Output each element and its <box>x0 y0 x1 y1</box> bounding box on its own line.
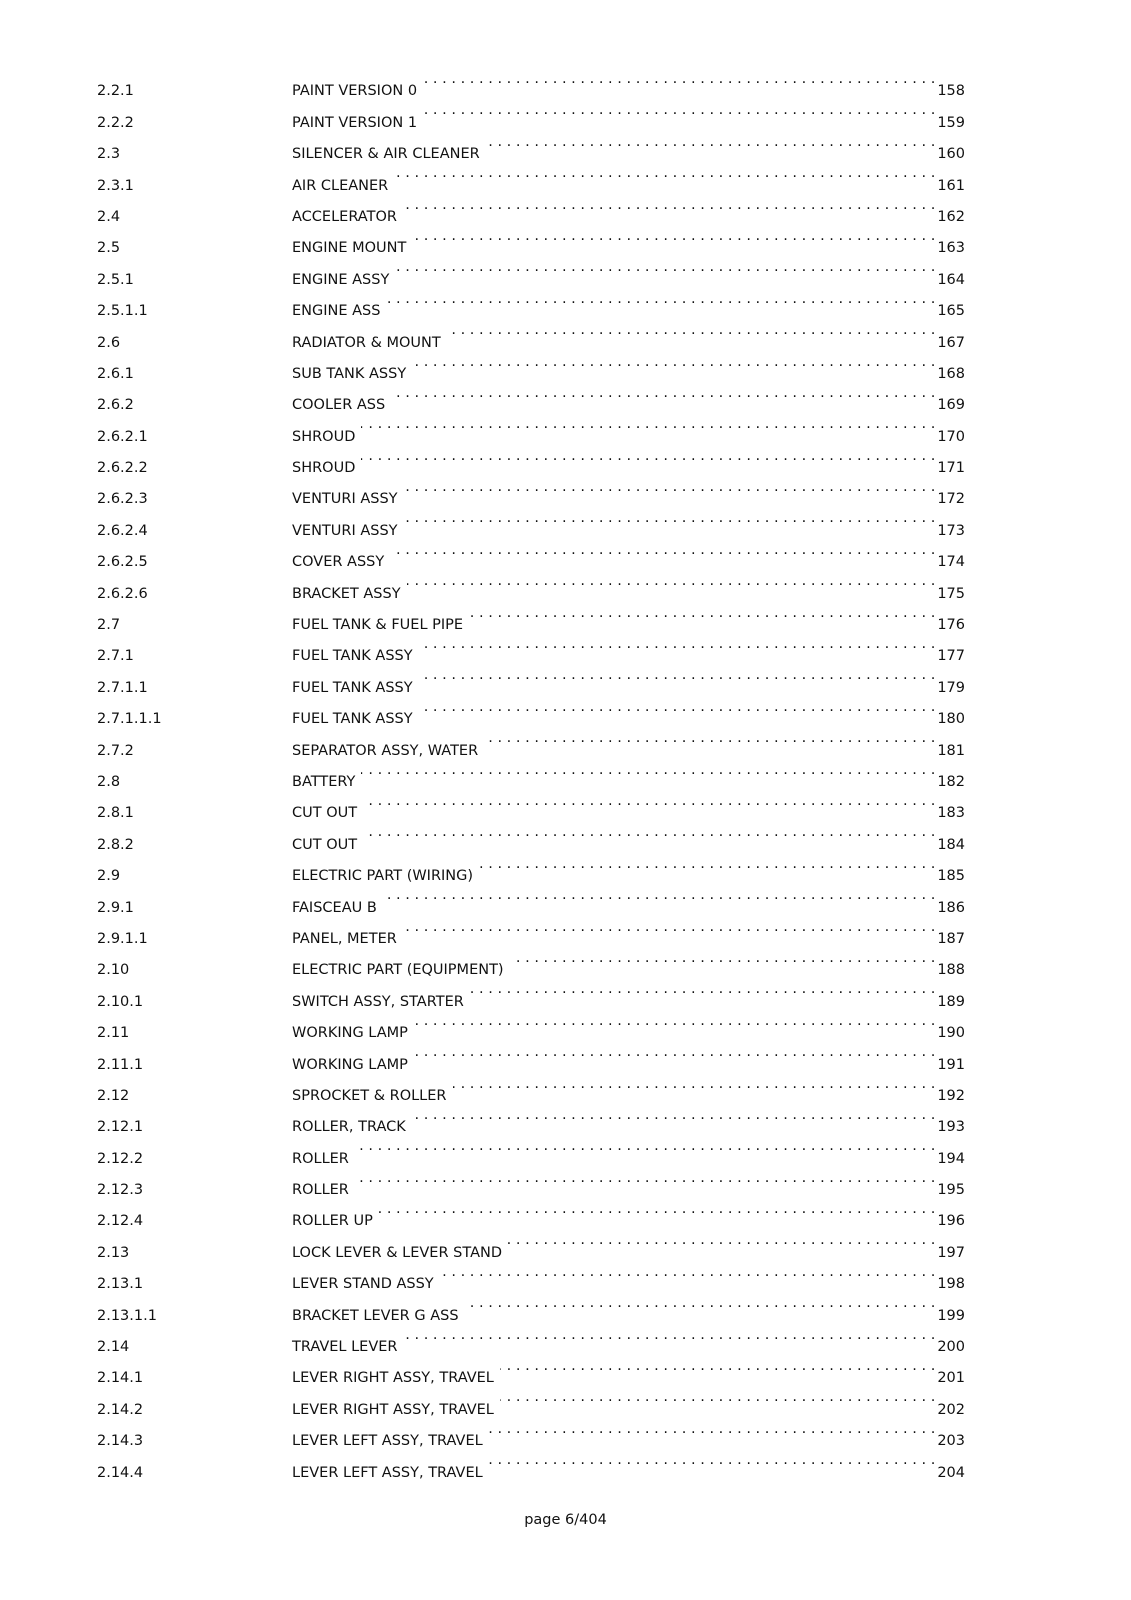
toc-section-title: ROLLER <box>292 1150 349 1167</box>
toc-dot-leader <box>414 1037 935 1068</box>
toc-dot-leader <box>363 786 935 817</box>
toc-dot-leader <box>453 1069 936 1100</box>
toc-dot-leader <box>394 158 935 189</box>
toc-page-number: 193 <box>937 1119 965 1136</box>
toc-section-title: ELECTRIC PART (WIRING) <box>292 868 474 885</box>
toc-section-title: PAINT VERSION 1 <box>292 114 418 131</box>
toc-section-number: 2.6.2.1 <box>97 428 148 445</box>
toc-section-title: AIR CLEANER <box>292 177 389 194</box>
toc-section-number: 2.13 <box>97 1244 130 1261</box>
toc-section-title: VENTURI ASSY <box>292 522 398 539</box>
toc-dot-leader <box>412 1100 936 1131</box>
toc-section-number: 2.5 <box>97 240 121 257</box>
toc-page-number: 188 <box>937 962 965 979</box>
toc-page-number: 165 <box>937 303 965 320</box>
toc-section-title: CUT OUT <box>292 836 358 853</box>
toc-section-title: ENGINE ASSY <box>292 271 390 288</box>
toc-dot-leader <box>508 1225 935 1256</box>
toc-page-number: 159 <box>937 114 965 131</box>
toc-dot-leader <box>390 535 935 566</box>
toc-section-title: LEVER LEFT ASSY, TRAVEL <box>292 1464 483 1481</box>
toc-page-number: 172 <box>937 491 965 508</box>
toc-section-title: COVER ASSY <box>292 554 385 571</box>
toc-page-number: 161 <box>937 177 965 194</box>
toc-section-number: 2.7 <box>97 617 121 634</box>
toc-section-title: SPROCKET & ROLLER <box>292 1087 447 1104</box>
toc-dot-leader <box>404 503 936 534</box>
toc-section-number: 2.14.3 <box>97 1433 144 1450</box>
page-footer <box>0 1512 1131 1528</box>
toc-section-number: 2.2.1 <box>97 83 134 100</box>
toc-page-number: 177 <box>937 648 965 665</box>
toc-section-number: 2.14.4 <box>97 1464 144 1481</box>
toc-dot-leader <box>379 1194 935 1225</box>
toc-section-number: 2.12.2 <box>97 1150 144 1167</box>
toc-dot-leader <box>447 315 936 346</box>
toc-section-number: 2.5.1 <box>97 271 134 288</box>
toc-dot-leader <box>412 347 935 378</box>
toc-dot-leader <box>403 190 935 221</box>
toc-dot-leader <box>414 1006 935 1037</box>
toc-page-number: 195 <box>937 1182 965 1199</box>
toc-page-number: 201 <box>937 1370 965 1387</box>
toc-dot-leader <box>469 598 935 629</box>
toc-dot-leader <box>465 1288 936 1319</box>
toc-section-title: WORKING LAMP <box>292 1025 408 1042</box>
toc-section-title: FUEL TANK ASSY <box>292 648 413 665</box>
toc-section-title: SWITCH ASSY, STARTER <box>292 993 464 1010</box>
toc-dot-leader <box>500 1351 935 1382</box>
toc-section-title: ROLLER <box>292 1182 349 1199</box>
toc-section-title: LOCK LEVER & LEVER STAND <box>292 1244 503 1261</box>
toc-dot-leader <box>419 692 936 723</box>
toc-page-number: 163 <box>937 240 965 257</box>
toc-dot-leader <box>440 1257 936 1288</box>
toc-dot-leader <box>484 723 935 754</box>
toc-section-title: ROLLER, TRACK <box>292 1119 406 1136</box>
toc-page-number: 168 <box>937 365 965 382</box>
toc-page-number: 162 <box>937 208 965 225</box>
toc-section-title: LEVER LEFT ASSY, TRAVEL <box>292 1433 483 1450</box>
toc-page-number: 196 <box>937 1213 965 1230</box>
toc-section-number: 2.6.1 <box>97 365 134 382</box>
toc-section-title: COOLER ASS <box>292 397 386 414</box>
toc-page-number: 176 <box>937 617 965 634</box>
toc-section-title: BATTERY <box>292 773 356 790</box>
toc-page-number: 190 <box>937 1025 965 1042</box>
toc-section-number: 2.6.2 <box>97 397 134 414</box>
toc-dot-leader <box>361 755 935 786</box>
toc-page-number: 160 <box>937 146 965 163</box>
toc-section-title: LEVER RIGHT ASSY, TRAVEL <box>292 1370 494 1387</box>
toc-dot-leader <box>423 64 935 95</box>
toc-section-number: 2.7.1.1.1 <box>97 711 162 728</box>
toc-dot-leader <box>361 409 935 440</box>
toc-dot-leader <box>403 912 936 943</box>
toc-section-number: 2.9.1 <box>97 899 134 916</box>
toc-section-title: PAINT VERSION 0 <box>292 83 418 100</box>
toc-page-number: 203 <box>937 1433 965 1450</box>
toc-dot-leader <box>386 284 935 315</box>
toc-section-number: 2.8.2 <box>97 836 134 853</box>
toc-section-number: 2.9 <box>97 868 121 885</box>
toc-section-number: 2.6.2.5 <box>97 554 148 571</box>
toc-section-title: PANEL, METER <box>292 930 397 947</box>
toc-page-number: 169 <box>937 397 965 414</box>
page-number-label: page 6/404 <box>524 1512 607 1528</box>
toc-page-number: 167 <box>937 334 965 351</box>
toc-page-number: 197 <box>937 1244 965 1261</box>
toc-section-number: 2.10.1 <box>97 993 144 1010</box>
toc-page-number: 198 <box>937 1276 965 1293</box>
toc-section-number: 2.11.1 <box>97 1056 144 1073</box>
toc-section-title: FAISCEAU B <box>292 899 377 916</box>
toc-section-title: SUB TANK ASSY <box>292 365 407 382</box>
toc-section-number: 2.10 <box>97 962 130 979</box>
toc-section-number: 2.11 <box>97 1025 130 1042</box>
toc-section-number: 2.14 <box>97 1339 130 1356</box>
toc-section-number: 2.12.1 <box>97 1119 144 1136</box>
toc-section-number: 2.7.2 <box>97 742 134 759</box>
toc-page-number: 191 <box>937 1056 965 1073</box>
table-of-contents <box>97 64 965 1481</box>
toc-dot-leader <box>423 95 935 126</box>
toc-dot-leader <box>479 849 935 880</box>
toc-page-number: 184 <box>937 836 965 853</box>
toc-page-number: 199 <box>937 1307 965 1324</box>
toc-section-number: 2.12.4 <box>97 1213 144 1230</box>
toc-page-number: 187 <box>937 930 965 947</box>
toc-section-title: ENGINE ASS <box>292 303 381 320</box>
toc-page-number: 194 <box>937 1150 965 1167</box>
toc-section-number: 2.6.2.3 <box>97 491 148 508</box>
toc-page-number: 185 <box>937 868 965 885</box>
toc-page-number: 183 <box>937 805 965 822</box>
toc-section-title: FUEL TANK & FUEL PIPE <box>292 617 464 634</box>
toc-dot-leader <box>355 1163 935 1194</box>
toc-dot-leader <box>419 660 936 691</box>
toc-section-number: 2.3 <box>97 146 121 163</box>
toc-dot-leader <box>355 1131 935 1162</box>
toc-section-title: WORKING LAMP <box>292 1056 408 1073</box>
toc-dot-leader <box>395 252 935 283</box>
toc-section-title: SHROUD <box>292 428 356 445</box>
toc-page-number: 192 <box>937 1087 965 1104</box>
toc-dot-leader <box>500 1382 935 1413</box>
toc-page-number: 189 <box>937 993 965 1010</box>
toc-section-number: 2.14.1 <box>97 1370 144 1387</box>
toc-page-number: 170 <box>937 428 965 445</box>
toc-section-number: 2.6 <box>97 334 121 351</box>
toc-dot-leader <box>404 1320 936 1351</box>
toc-section-title: ELECTRIC PART (EQUIPMENT) <box>292 962 504 979</box>
toc-dot-leader <box>404 472 936 503</box>
toc-section-title: ROLLER UP <box>292 1213 373 1230</box>
toc-page-number: 182 <box>937 773 965 790</box>
toc-section-number: 2.12.3 <box>97 1182 144 1199</box>
toc-section-number: 2.7.1.1 <box>97 679 148 696</box>
toc-section-number: 2.5.1.1 <box>97 303 148 320</box>
toc-section-number: 2.6.2.2 <box>97 460 148 477</box>
toc-section-title: BRACKET ASSY <box>292 585 401 602</box>
toc-page-number: 200 <box>937 1339 965 1356</box>
toc-page-number: 179 <box>937 679 965 696</box>
toc-section-title: SHROUD <box>292 460 356 477</box>
toc-section-number: 2.4 <box>97 208 121 225</box>
toc-dot-leader <box>363 817 935 848</box>
toc-section-number: 2.13.1.1 <box>97 1307 157 1324</box>
toc-dot-leader <box>383 880 936 911</box>
toc-page-number: 180 <box>937 711 965 728</box>
toc-dot-leader <box>489 1414 936 1445</box>
toc-dot-leader <box>419 629 936 660</box>
toc-section-number: 2.3.1 <box>97 177 134 194</box>
toc-section-title: CUT OUT <box>292 805 358 822</box>
toc-section-title: BRACKET LEVER G ASS <box>292 1307 459 1324</box>
toc-page-number: 175 <box>937 585 965 602</box>
toc-section-number: 2.8.1 <box>97 805 134 822</box>
toc-section-title: LEVER RIGHT ASSY, TRAVEL <box>292 1401 494 1418</box>
toc-section-number: 2.14.2 <box>97 1401 144 1418</box>
toc-page-number: 204 <box>937 1464 965 1481</box>
toc-dot-leader <box>361 441 935 472</box>
toc-dot-leader <box>486 127 936 158</box>
toc-section-number: 2.13.1 <box>97 1276 144 1293</box>
toc-section-title: ENGINE MOUNT <box>292 240 407 257</box>
toc-entry[interactable] <box>97 64 965 100</box>
toc-page-number: 174 <box>937 554 965 571</box>
toc-section-title: ACCELERATOR <box>292 208 397 225</box>
toc-dot-leader <box>489 1445 936 1476</box>
toc-dot-leader <box>391 378 935 409</box>
toc-dot-leader <box>412 221 935 252</box>
toc-section-title: LEVER STAND ASSY <box>292 1276 434 1293</box>
toc-section-title: RADIATOR & MOUNT <box>292 334 441 351</box>
toc-section-number: 2.9.1.1 <box>97 930 148 947</box>
toc-dot-leader <box>407 566 936 597</box>
toc-dot-leader <box>470 974 935 1005</box>
toc-section-number: 2.2.2 <box>97 114 134 131</box>
toc-section-number: 2.6.2.4 <box>97 522 148 539</box>
toc-page-number: 202 <box>937 1401 965 1418</box>
toc-page-number: 164 <box>937 271 965 288</box>
toc-section-number: 2.8 <box>97 773 121 790</box>
toc-section-title: FUEL TANK ASSY <box>292 679 413 696</box>
toc-page-number: 186 <box>937 899 965 916</box>
toc-page-number: 181 <box>937 742 965 759</box>
toc-section-number: 2.7.1 <box>97 648 134 665</box>
toc-section-title: VENTURI ASSY <box>292 491 398 508</box>
toc-section-title: SILENCER & AIR CLEANER <box>292 146 480 163</box>
toc-page-number: 171 <box>937 460 965 477</box>
toc-section-title: TRAVEL LEVER <box>292 1339 398 1356</box>
toc-section-number: 2.6.2.6 <box>97 585 148 602</box>
toc-page-number: 158 <box>937 83 965 100</box>
toc-dot-leader <box>510 943 936 974</box>
toc-section-title: FUEL TANK ASSY <box>292 711 413 728</box>
toc-page-number: 173 <box>937 522 965 539</box>
toc-section-number: 2.12 <box>97 1087 130 1104</box>
toc-section-title: SEPARATOR ASSY, WATER <box>292 742 479 759</box>
